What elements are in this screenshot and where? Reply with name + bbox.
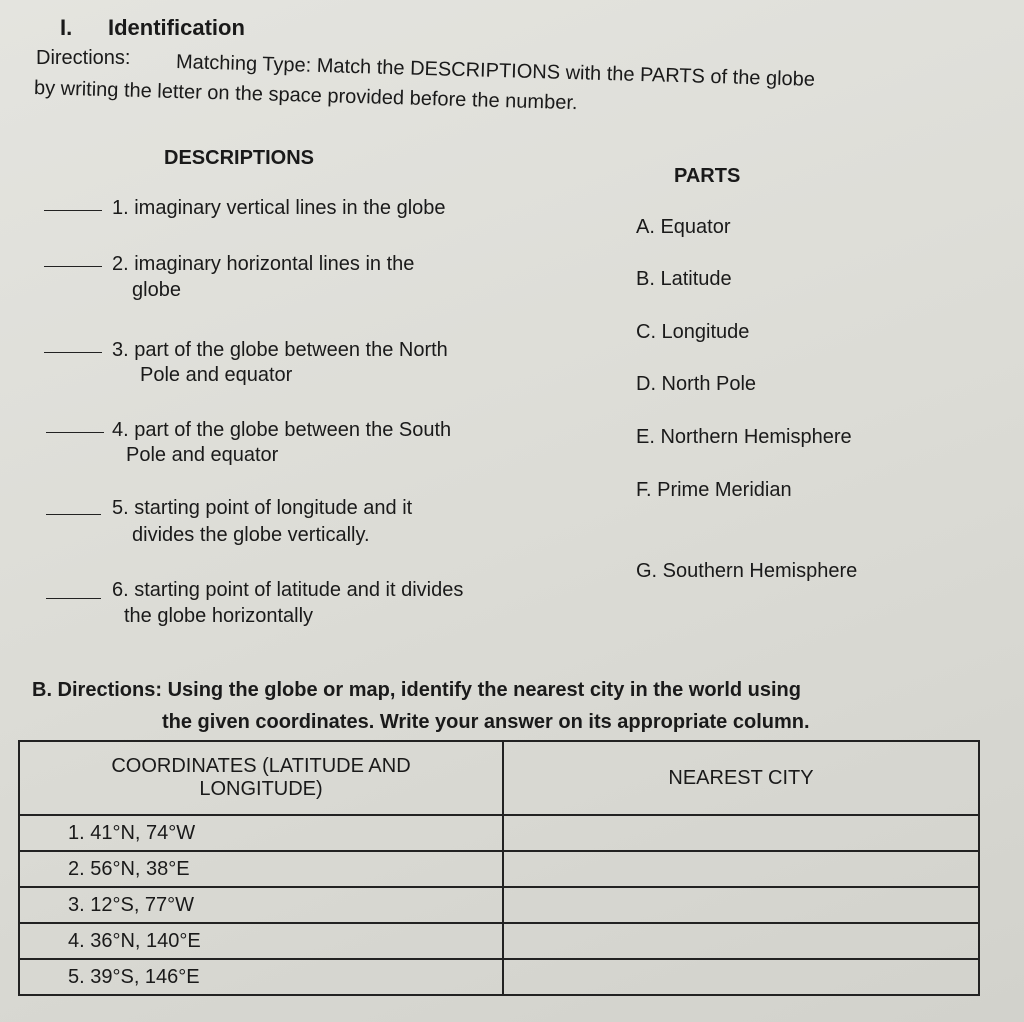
description-2-cont: globe bbox=[132, 279, 181, 301]
city-answer-cell[interactable] bbox=[503, 815, 979, 851]
directions-line2: by writing the letter on the space provided before the number. bbox=[33, 77, 578, 115]
answer-blank-4[interactable] bbox=[46, 432, 104, 433]
coordinate-cell: 5. 39°S, 146°E bbox=[19, 959, 503, 995]
description-4: 4. part of the globe between the South bbox=[112, 419, 452, 441]
answer-blank-5[interactable] bbox=[46, 514, 101, 515]
part-b: B. Latitude bbox=[636, 268, 732, 290]
part-f: F. Prime Meridian bbox=[636, 479, 792, 501]
descriptions-heading: DESCRIPTIONS bbox=[164, 147, 315, 169]
description-5-cont: divides the globe vertically. bbox=[132, 524, 370, 546]
table-row bbox=[19, 815, 979, 851]
answer-blank-3[interactable] bbox=[44, 352, 102, 353]
section-b-directions-line2: the given coordinates. Write your answer on its appropriate column. bbox=[162, 711, 810, 733]
directions-label: Directions: bbox=[36, 47, 131, 69]
description-5: 5. starting point of longitude and it bbox=[112, 497, 413, 519]
table-row bbox=[19, 851, 979, 887]
answer-blank-2[interactable] bbox=[44, 266, 102, 267]
city-answer-cell[interactable] bbox=[503, 923, 979, 959]
answer-blank-6[interactable] bbox=[46, 598, 101, 599]
part-a: A. Equator bbox=[636, 216, 731, 238]
description-3: 3. part of the globe between the North bbox=[112, 339, 448, 361]
part-e: E. Northern Hemisphere bbox=[636, 426, 852, 448]
directions-line1: Matching Type: Match the DESCRIPTIONS with the PARTS of the globe bbox=[175, 51, 816, 91]
coordinate-cell: 3. 12°S, 77°W bbox=[19, 887, 503, 923]
section-title: Identification bbox=[108, 15, 245, 40]
coordinates-table bbox=[18, 740, 980, 996]
table-row bbox=[19, 923, 979, 959]
part-c: C. Longitude bbox=[636, 321, 750, 343]
nearest-city-header: NEAREST CITY bbox=[503, 741, 979, 815]
description-6-cont: the globe horizontally bbox=[124, 605, 314, 627]
table-header-row bbox=[19, 741, 979, 815]
coordinates-header: COORDINATES (LATITUDE AND LONGITUDE) bbox=[19, 741, 503, 815]
description-6: 6. starting point of latitude and it divides bbox=[112, 579, 464, 601]
section-b-directions-line1: B. Directions: Using the globe or map, identify the nearest city in the world using bbox=[32, 679, 801, 701]
city-answer-cell[interactable] bbox=[503, 887, 979, 923]
coordinate-cell: 4. 36°N, 140°E bbox=[19, 923, 503, 959]
city-answer-cell[interactable] bbox=[503, 851, 979, 887]
city-answer-cell[interactable] bbox=[503, 959, 979, 995]
description-3-cont: Pole and equator bbox=[140, 364, 293, 386]
description-1: 1. imaginary vertical lines in the globe bbox=[112, 197, 446, 219]
answer-blank-1[interactable] bbox=[44, 210, 102, 211]
description-2: 2. imaginary horizontal lines in the bbox=[112, 253, 415, 275]
section-number: I. bbox=[60, 15, 73, 40]
part-d: D. North Pole bbox=[636, 373, 757, 395]
coordinate-cell: 2. 56°N, 38°E bbox=[19, 851, 503, 887]
table-row bbox=[19, 887, 979, 923]
coordinate-cell: 1. 41°N, 74°W bbox=[19, 815, 503, 851]
parts-heading: PARTS bbox=[674, 165, 741, 187]
description-4-cont: Pole and equator bbox=[126, 444, 279, 466]
table-row bbox=[19, 959, 979, 995]
part-g: G. Southern Hemisphere bbox=[636, 560, 858, 582]
